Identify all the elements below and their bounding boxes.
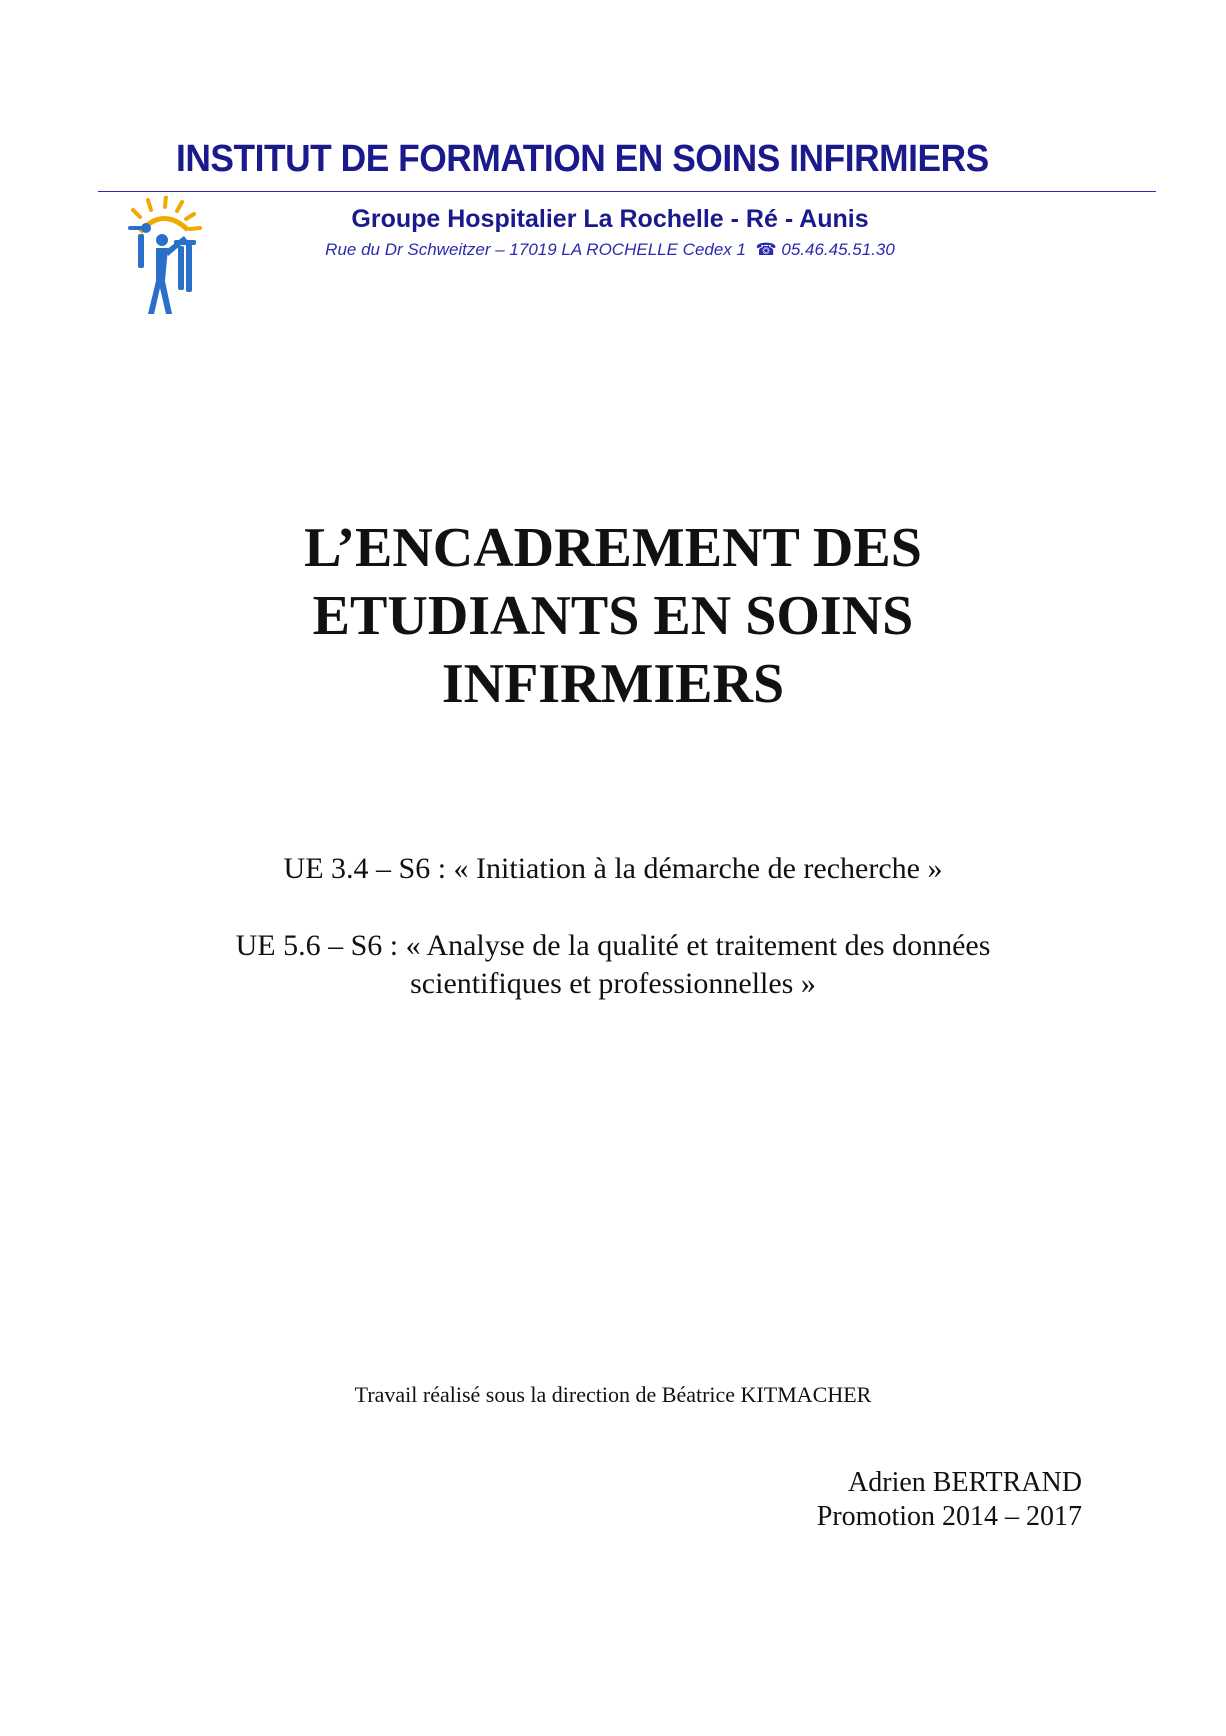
institute-title: INSTITUT DE FORMATION EN SOINS INFIRMIERS [176, 138, 989, 180]
ue1-text: UE 3.4 – S6 : « Initiation à la démarche de recherche » [283, 852, 943, 885]
header-divider [98, 191, 1156, 192]
teaching-unit-1 [100, 850, 1126, 888]
document-title [100, 514, 1126, 718]
title-line-3: INFIRMIERS [441, 653, 785, 715]
supervision-line: Travail réalisé sous la direction de Béatrice KITMACHER [354, 1382, 872, 1407]
teaching-unit-2 [100, 927, 1126, 1003]
telephone-icon: ☎ [750, 240, 777, 259]
address-text: Rue du Dr Schweitzer – 17019 LA ROCHELLE Cedex 1 [325, 240, 746, 259]
phone-number: 05.46.45.51.30 [781, 240, 895, 259]
author-block [817, 1466, 1082, 1534]
address-line [260, 240, 960, 260]
author-promotion: Promotion 2014 – 2017 [816, 1501, 1082, 1532]
title-line-1: L’ENCADREMENT DES [304, 517, 922, 579]
title-line-2: ETUDIANTS EN SOINS [312, 585, 914, 647]
author-name: Adrien BERTRAND [848, 1467, 1082, 1498]
ifsi-logo-icon [118, 196, 218, 326]
ue2-line-2: scientifiques et professionnelles » [410, 967, 816, 1000]
ue2-line-1: UE 5.6 – S6 : « Analyse de la qualité et traitement des données [235, 929, 991, 962]
hospital-group-name: Groupe Hospitalier La Rochelle - Ré - Aunis [351, 205, 869, 233]
